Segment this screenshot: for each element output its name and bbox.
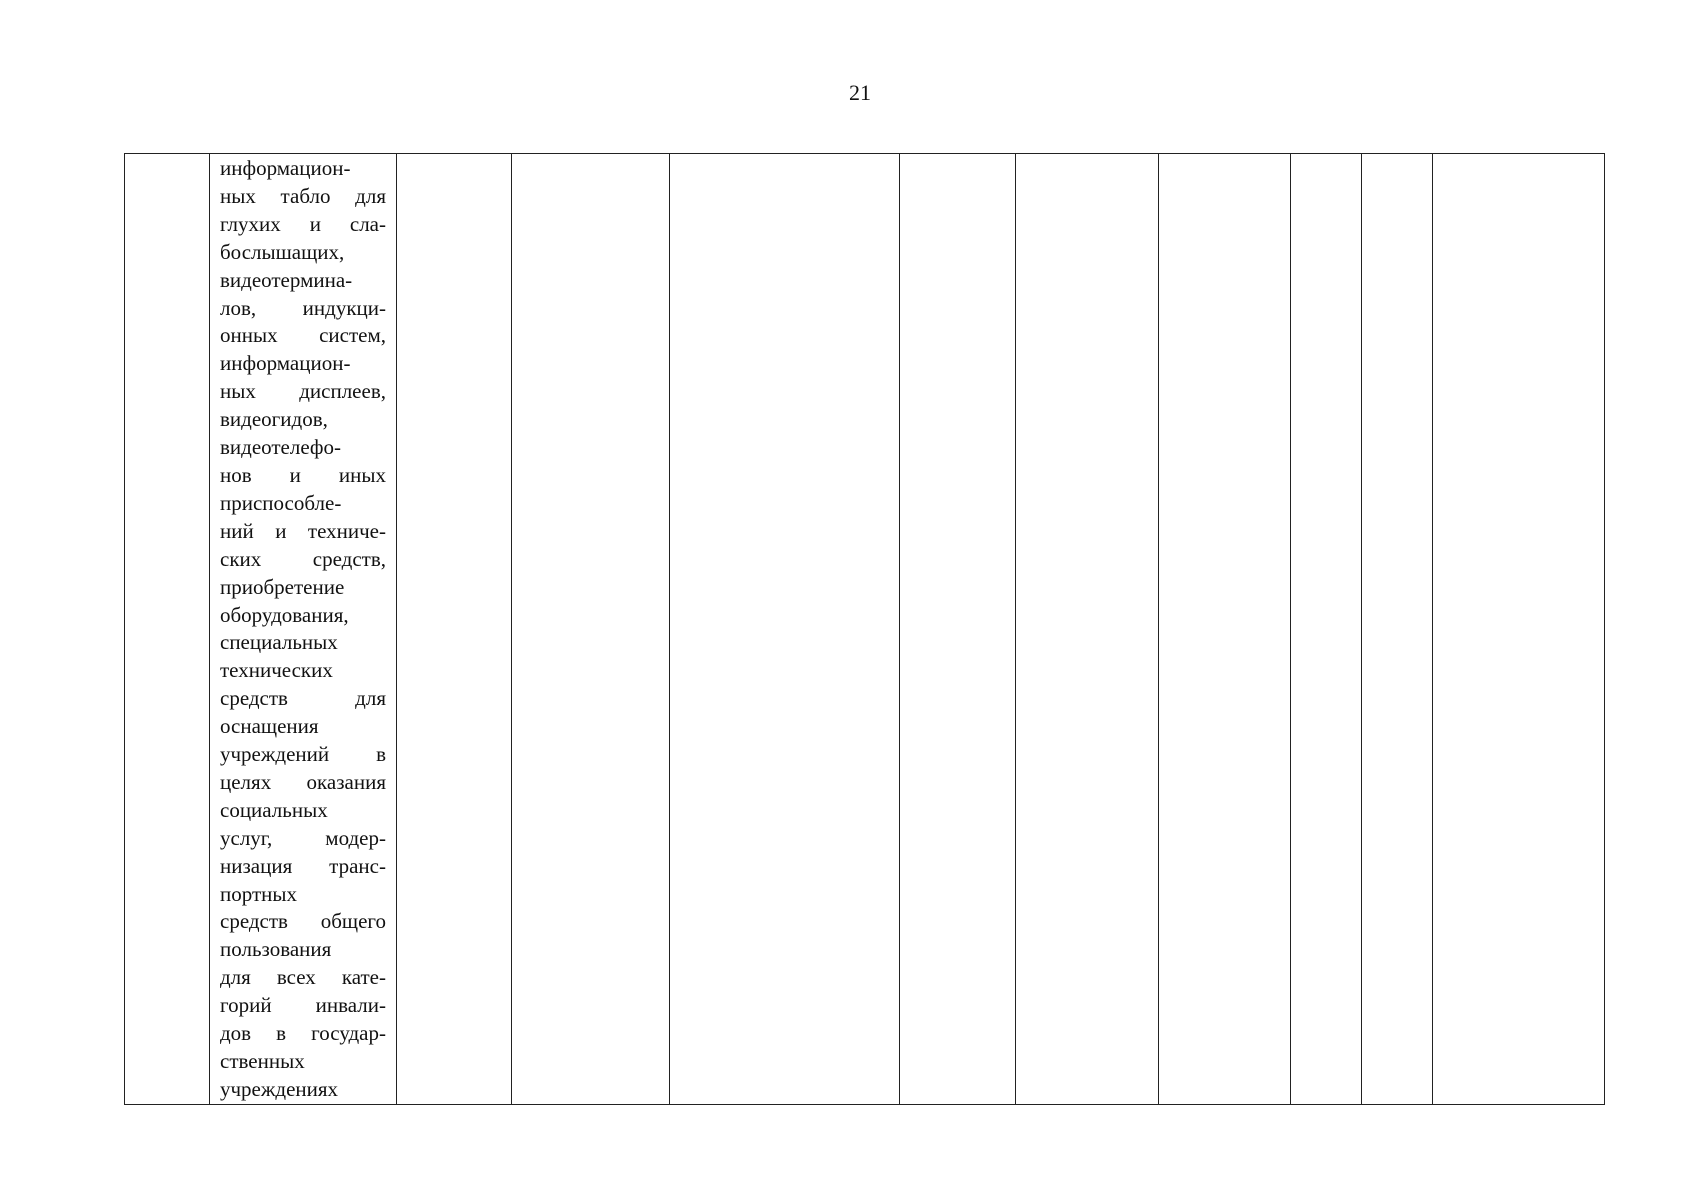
description-line: приспособле- <box>220 490 342 515</box>
description-line: портных <box>220 881 297 906</box>
description-text <box>220 155 386 1104</box>
description-line: дов в государ- <box>220 1021 386 1046</box>
table-cell-description <box>210 154 397 1105</box>
table-cell-col-9 <box>1291 154 1362 1105</box>
description-line: услуг, модер- <box>220 825 386 850</box>
description-line: приобретение <box>220 574 345 599</box>
description-line: специальных <box>220 630 338 655</box>
description-line: целях оказания <box>220 769 386 794</box>
table-cell-col-1 <box>125 154 210 1105</box>
description-line: информацион- <box>220 156 351 180</box>
description-line: средств для <box>220 686 386 711</box>
table-cell-col-6 <box>900 154 1016 1105</box>
table-cell-col-10 <box>1362 154 1433 1105</box>
description-line: технических <box>220 658 333 683</box>
description-line: онных систем, <box>220 323 386 348</box>
table-cell-col-3 <box>397 154 512 1105</box>
page-number: 21 <box>849 80 871 105</box>
description-line: нов и иных <box>220 462 386 487</box>
description-line: глухих и сла- <box>220 211 386 236</box>
description-line: ных табло для <box>220 183 386 208</box>
description-line: лов, индукци- <box>220 295 386 320</box>
description-line: оснащения <box>220 714 319 739</box>
description-line: ских средств, <box>220 546 386 571</box>
description-line: видеотермина- <box>220 267 353 292</box>
description-line: видеогидов, <box>220 407 328 432</box>
description-line: учреждениях <box>220 1076 339 1101</box>
description-line: пользования <box>220 937 332 962</box>
table-cell-col-11 <box>1433 154 1605 1105</box>
description-line: ных дисплеев, <box>220 379 386 404</box>
description-line: ний и техниче- <box>220 518 386 543</box>
table-cell-col-5 <box>670 154 900 1105</box>
table-cell-col-7 <box>1016 154 1159 1105</box>
document-table <box>124 153 1605 1105</box>
description-line: видеотелефо- <box>220 435 342 460</box>
description-line: оборудования, <box>220 602 349 627</box>
description-line: для всех кате- <box>220 965 386 990</box>
description-line: средств общего <box>220 909 386 934</box>
description-line: учреждений в <box>220 742 386 767</box>
table-row <box>125 154 1605 1105</box>
table-cell-col-4 <box>512 154 670 1105</box>
description-line: ственных <box>220 1049 305 1073</box>
description-line: низация транс- <box>220 853 386 878</box>
description-line: социальных <box>220 797 328 822</box>
description-line: информацион- <box>220 351 351 376</box>
description-line: бослышащих, <box>220 239 345 264</box>
table-cell-col-8 <box>1159 154 1291 1105</box>
description-line: горий инвали- <box>220 993 386 1018</box>
